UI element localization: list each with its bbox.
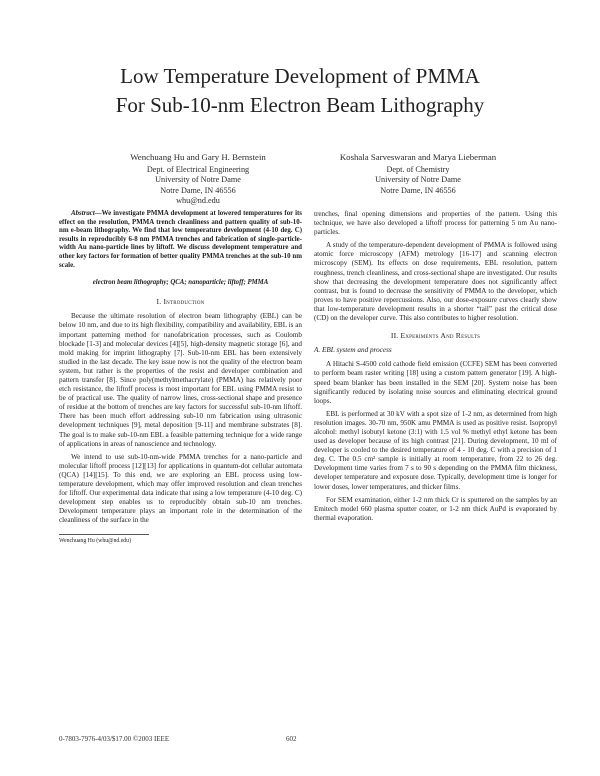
author-university: University of Notre Dame [155, 175, 241, 184]
keywords: electron beam lithography; QCA; nanoparticle; liftoff; PMMA [92, 279, 269, 287]
abstract [59, 210, 302, 270]
author-names: Koshala Sarveswaran and Marya Lieberman [339, 152, 497, 162]
author-dept: Dept. of Chemistry [386, 164, 450, 174]
abstract-label: Abstract— [71, 210, 102, 217]
paragraph: A Hitachi S-4500 cold cathode field emission (CCFE) SEM has been converted to perform beam raster writing [18] using a custom pattern generator [19]. A high-speed beam blanker has been installed in the SEM [20]. System noise has been significantly reduced by isolating noise sources and eliminating electrical ground loops. [314, 360, 557, 405]
author-city: Notre Dame, IN 46556 [160, 185, 236, 195]
page-number: 602 [286, 735, 297, 743]
paragraph: trenches, final opening dimensions and properties of the pattern. Using this technique, we have also developed a liftoff process for patterning 5 nm Au nano-particles. [314, 210, 557, 237]
paper-title-line-2: For Sub-10-nm Electron Beam Lithography [115, 93, 485, 117]
paragraph: EBL is performed at 30 kV with a spot size of 1-2 nm, as determined from high resolution images. 30-70 nm, 950K amu PMMA is used as positive resist. Isopropyl alcohol: methyl isobutyl ketone (3:1) with 1.5 vol % methyl ethyl ketone has been used as developer because of its high contrast [21]. During development, 10 ml of developer is cooled to the desired temperature of 4 - 10 deg. C with a precision of 1 deg. C. The 0.5 cm² sample is initially at room temperature, from 22 to 26 deg. Development time varies from 7 s to 90 s depending on the PMMA film thickness, developer temperature and exposure dose. Typically, development time is longer for lower doses, lower temperatures, and thicker films. [314, 409, 557, 491]
author-email: whu@nd.edu [176, 196, 220, 205]
footer-copyright: 0-7803-7976-4/03/$17.00 ©2003 IEEE [59, 735, 170, 743]
author-dept: Dept. of Electrical Engineering [146, 164, 250, 174]
section-heading-introduction: I. Introduction [156, 297, 205, 307]
section-heading-experiments: II. Experiments And Results [390, 331, 481, 341]
paper-title-line-1: Low Temperature Development of PMMA [120, 64, 480, 88]
abstract-text: We investigate PMMA development at lowered temperatures for its effect on the resolution, PMMA trench cleanliness and pattern quality of sub-10-nm e-beam lithography. We find that low temperature development (4-10 deg. C) results in reproducibly 6-8 nm PMMA trenches and fabrication of single-particle-width Au nano-particle lines by liftoff. We discuss development temperature and other key factors for formation of better quality PMMA trenches at the sub-10 nm scale. [59, 210, 302, 269]
left-column [59, 210, 302, 545]
author-names: Wenchuang Hu and Gary H. Bernstein [130, 152, 266, 162]
author-university: University of Notre Dame [375, 175, 461, 184]
subsection-heading: A. EBL system and process [314, 346, 392, 355]
right-column [314, 210, 557, 527]
paragraph: For SEM examination, either 1-2 nm thick Cr is sputtered on the samples by an Emitech model 660 plasma sputter coater, or 1-2 nm thick AuPd is evaporated by thermal evaporation. [314, 495, 557, 522]
paragraph: Because the ultimate resolution of electron beam lithography (EBL) can be below 10 nm, and due to its high flexibility, compatibility and availability, EBL is an important patterning method for nanofabrication processes, such as Coulomb blockade [1-3] and molecular devices [4][5], high-density magnetic storage [6], and mold making for imprint lithography [7]. Sub-10-nm EBL has been extensively studied in the last decade. The key issue now is not the quality of the electron beam system, but rather is the properties of the resist and developer combination and pattern transfer [8]. Since poly(methylmethacrylate) (PMMA) has relatively poor etch resistance, the liftoff process is most important for EBL using PMMA resist to be of practical use. The quality of narrow lines, cross-sectional shape and presence of residue at the bottom of trenches are key factors for successful sub-10-nm liftoff. There has been much effort addressing sub-10 nm fabrication using ultrasonic development techniques [9], metal deposition [9-11] and membrane substrates [8]. The goal is to make sub-10-nm EBL a feasible patterning technique for a wide range of applications in areas of nanoscience and technology. [59, 312, 302, 448]
paragraph: A study of the temperature-dependent development of PMMA is followed using atomic force microscopy (AFM) metrology [16-17] and scanning electron microscopy (SEM). Its effects on dose requirements, EBL resolution, pattern roughness, trench cleanliness, and cross-sectional shape are investigated. Our results show that decreasing the development temperature does not significantly affect contrast, but is found to decrease the sensitivity of PMMA to the developer, which proves to have positive repercussions. Also, our dose-exposure curves clearly show that low-temperature development results in a shorter “tail” past the critical dose (CD) on the developer curve. This also contributes to higher resolution. [314, 241, 557, 323]
footnote-rule [59, 534, 149, 535]
author-block-left [88, 152, 308, 207]
author-city: Notre Dame, IN 46556 [380, 185, 456, 195]
paragraph: We intend to use sub-10-nm-wide PMMA trenches for a nano-particle and molecular liftoff process [12][13] for applications in quantum-dot cellular automata (QCA) [14][15]. To this end, we are exploring an EBL process using low-temperature development, which may offer improved resolution and clean trenches for liftoff. Our experimental data indicate that using a low temperature (4-10 deg. C) development step enables us to reproducibly obtain sub-10 nm trenches. Development temperature plays an important role in the determination of the cleanliness of the surface in the [59, 452, 302, 525]
author-block-right [308, 152, 528, 196]
footnote: Wenchuang Hu (whu@nd.edu) [59, 537, 131, 544]
